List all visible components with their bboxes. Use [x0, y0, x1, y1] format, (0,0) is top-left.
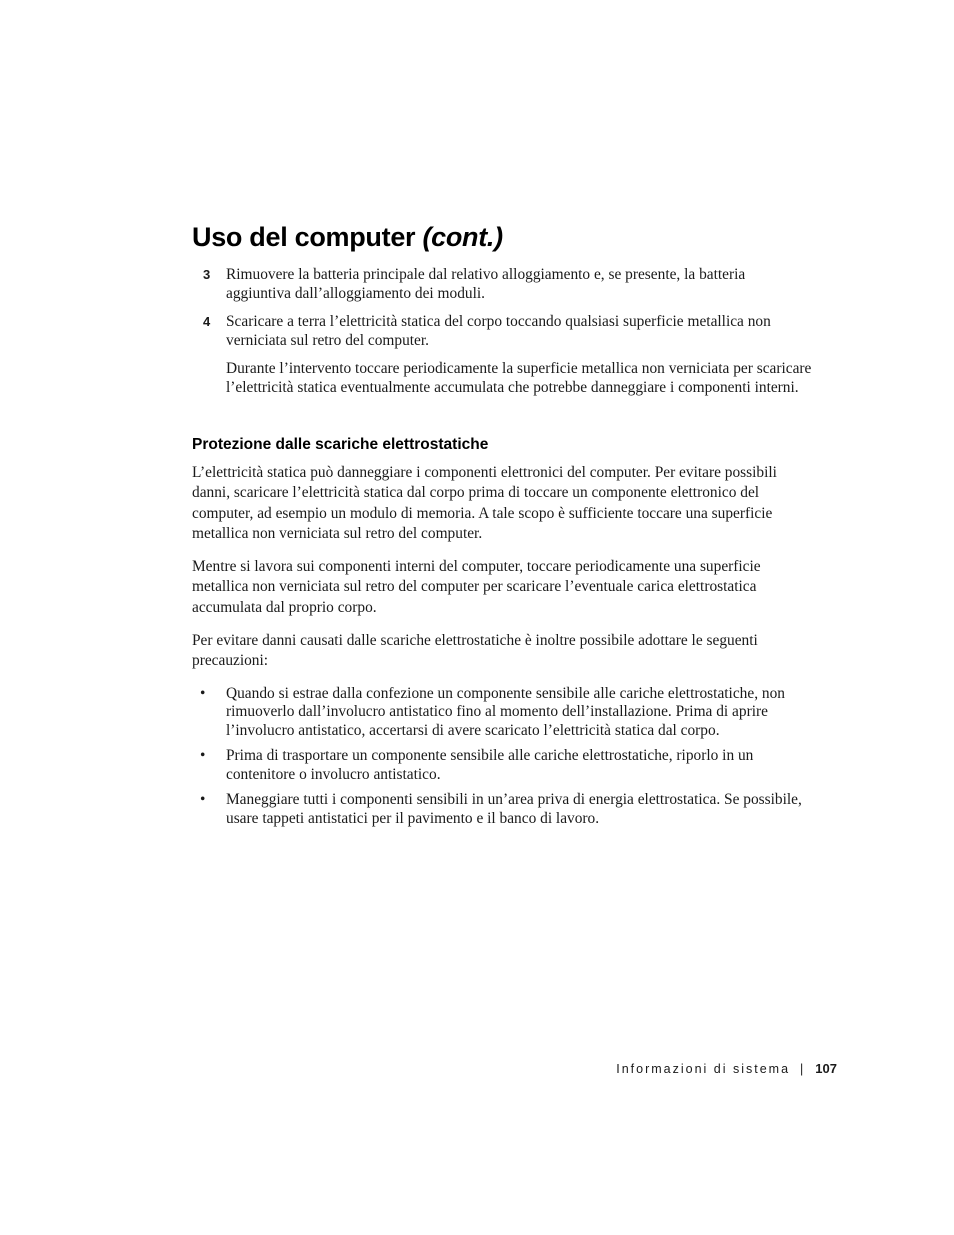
bullet-list [192, 685, 804, 829]
page-title [192, 222, 503, 253]
step-list [192, 265, 812, 397]
section-body [192, 463, 804, 835]
list-item [192, 747, 804, 784]
step-text: Scaricare a terra l’elettricità statica del corpo toccando qualsiasi superficie metallica non verniciata sul retro del computer. [226, 313, 771, 349]
paragraph: Mentre si lavora sui componenti interni del computer, toccare periodicamente una superficie metallica non verniciata sul retro del computer per scaricare l’eventuale carica elettrostatica accumulata dal proprio corpo. [192, 558, 761, 616]
bullet-icon: • [200, 684, 206, 702]
footer-separator: | [800, 1062, 804, 1076]
list-item-text: Maneggiare tutti i componenti sensibili in un’area priva di energia elettrostatica. Se possibile, usare tappeti antistatici per il pavimento e il banco di lavoro. [226, 791, 802, 827]
step-number: 3 [203, 267, 211, 282]
step-item [192, 312, 812, 350]
page-title-continued: (cont.) [422, 222, 503, 252]
step-note: Durante l’intervento toccare periodicamente la superficie metallica non verniciata per scaricare l’elettricità statica eventualmente accumulata che potrebbe danneggiare i componenti interni. [226, 360, 812, 396]
list-item-text: Quando si estrae dalla confezione un componente sensibile alle cariche elettrostatiche, non rimuoverlo dall’involucro antistatico fino al momento dell’installazione. Prima di aprire l’involucro antistatico, accertarsi di avere scaricato l’elettricità statica dal corpo. [226, 684, 785, 739]
page-title-main: Uso del computer [192, 222, 416, 252]
page-footer [616, 1061, 837, 1076]
paragraph: Per evitare danni causati dalle scariche elettrostatiche è inoltre possibile adottare le seguenti precauzioni: [192, 632, 758, 670]
page-number: 107 [815, 1061, 837, 1076]
bullet-icon: • [200, 747, 206, 765]
list-item [192, 685, 804, 741]
list-item [192, 791, 804, 828]
footer-label: Informazioni di sistema [616, 1062, 791, 1076]
step-item [192, 265, 812, 303]
bullet-icon: • [200, 791, 206, 809]
paragraph: L’elettricità statica può danneggiare i componenti elettronici del computer. Per evitare possibili danni, scaricare l’elettricità statica dal corpo prima di toccare un componente elettronico del computer, ad esempio un modulo di memoria. A tale scopo è sufficiente toccare una superficie metallica non verniciata sul retro del computer. [192, 464, 777, 542]
section-title: Protezione dalle scariche elettrostatiche [192, 436, 489, 453]
step-text: Rimuovere la batteria principale dal relativo alloggiamento e, se presente, la batteria aggiuntiva dall’alloggiamento dei moduli. [226, 266, 746, 302]
list-item-text: Prima di trasportare un componente sensibile alle cariche elettrostatiche, riporlo in un contenitore o involucro antistatico. [226, 747, 754, 783]
step-number: 4 [203, 314, 211, 329]
